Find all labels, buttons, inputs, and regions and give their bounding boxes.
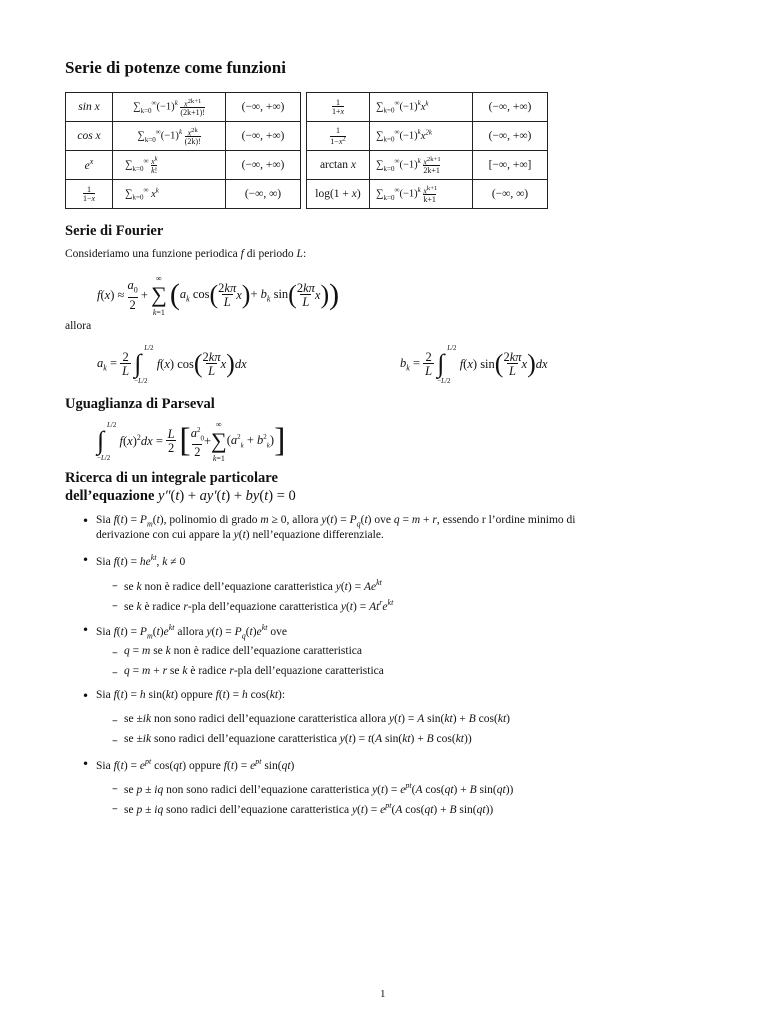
dash-icon: – — [112, 665, 118, 679]
list-item-1-line1: Sia $f(t) = P_m(t)$, polinomio di grado m ≥ 0, allora $y(t) = P_q(t)$ ove q = m + r, essendo r l’ordine minimo di — [96, 514, 576, 529]
interval-cell: (−∞, ∞) — [226, 180, 301, 209]
interval-cell: (−∞, +∞) — [226, 93, 301, 122]
allora-text: allora — [65, 320, 92, 332]
series-cell: $\sum_{k=0}^\infty(-1)^kx^{2k}$ — [370, 122, 473, 151]
bk-formula: $b_k = 2$ L L/2 ∫ −L/2 f(x) sin(2kπ Lx)dx — [400, 344, 548, 385]
interval-cell: (−∞, +∞) — [226, 151, 301, 180]
func-cell: 1 $1-x^2$ — [307, 122, 370, 151]
list-item-2: Sia $f(t) = he^{kt}$, k ≠ 0 — [96, 553, 186, 568]
particular-heading-line2: dell’equazione y″(t) + ay′(t) + by(t) = 0 — [65, 488, 296, 504]
power-series-table-right — [306, 92, 548, 209]
table-row — [307, 180, 548, 209]
list-item-2-sub-2: se k è radice r-pla dell’equazione caratteristica $y(t) = At^re^{kt}$ — [124, 598, 394, 613]
func-cell: log(1 + x) — [307, 180, 370, 209]
table-row — [66, 93, 301, 122]
interval-cell: (−∞, +∞) — [226, 122, 301, 151]
list-item-5-sub-2: se p ± iq sono radici dell’equazione caratteristica $y(t) = e^{pt}(A$ cos(qt) + B sin(qt)) — [124, 801, 494, 816]
func-cell: cos x — [66, 122, 113, 151]
dash-icon: – — [112, 733, 118, 747]
bullet-icon: • — [82, 553, 90, 567]
table-row — [307, 122, 548, 151]
func-cell: $e^x$ — [66, 151, 113, 180]
series-cell: $\sum_{k=0}^\infty$ $x^k$ — [113, 180, 226, 209]
particular-heading-line1: Ricerca di un integrale particolare — [65, 470, 278, 486]
dash-icon: – — [112, 781, 118, 795]
series-cell: $\sum_{k=0}^\infty \frac{x^k}{k!}$ — [113, 151, 226, 180]
list-item-1-line2: derivazione con cui appare la y(t) nell’equazione differenziale. — [96, 529, 384, 541]
list-item-2-sub-1: se k non è radice dell’equazione caratteristica $y(t) = Ae^{kt}$ — [124, 578, 382, 593]
fourier-series-formula: $f(x) \approx a_0$ 2 + ∞ ∑ k=1 ($a_k$ cos(2kπ $Lx)+ b_k$ sin(2kπ Lx)) — [97, 274, 340, 317]
ak-formula: $a_k = 2$ L L/2 ∫ −L/2 f(x) cos(2kπ Lx)dx — [97, 344, 247, 385]
dash-icon: – — [112, 578, 118, 592]
dash-icon: – — [112, 598, 118, 612]
list-item-4: Sia f(t) = h sin(kt) oppure f(t) = h cos(kt): — [96, 689, 286, 701]
dash-icon: – — [112, 713, 118, 727]
func-cell: 1 1+x — [307, 93, 370, 122]
series-cell: $\sum_{k=0}^\infty(-1)^k$ $x^{2k+1}$ 2k+1 — [370, 151, 473, 180]
bullet-icon: • — [82, 623, 90, 637]
interval-cell: (−∞, +∞) — [473, 93, 548, 122]
series-cell: $\sum_{k=0}^\infty(-1)^k$ $x^{2k+1}$ (2k+1)! — [113, 93, 226, 122]
fourier-heading: Serie di Fourier — [65, 223, 164, 239]
table-row — [66, 180, 301, 209]
parseval-formula: L/2 ∫ −L/2 $f(x)^2dx = \frac{L}{2} [a^2_0$ 2+∞ ∑ $k=1(a^2_k + b^2_k)$] — [97, 420, 286, 463]
page-number: 1 — [380, 988, 386, 1000]
interval-cell: (−∞, +∞) — [473, 122, 548, 151]
func-cell: sin x — [66, 93, 113, 122]
func-cell: 1 1−x — [66, 180, 113, 209]
list-item-5: Sia $f(t) = e^{pt}$ cos(qt) oppure $f(t) = e^{pt}$ sin(qt) — [96, 757, 295, 772]
table-row — [66, 122, 301, 151]
table-row — [307, 93, 548, 122]
parseval-heading: Uguaglianza di Parseval — [65, 396, 215, 412]
list-item-3: Sia $f(t) = P_m(t)e^{kt}$ allora $y(t) = P_q(t)e^{kt}$ ove — [96, 623, 287, 641]
interval-cell: (−∞, ∞) — [473, 180, 548, 209]
list-item-3-sub-1: q = m se k non è radice dell’equazione caratteristica — [124, 645, 363, 657]
table-row — [307, 151, 548, 180]
series-cell: $\sum_{k=0}^\infty(-1)^k$ $x^{k+1}$ k+1 — [370, 180, 473, 209]
power-series-table-left — [65, 92, 301, 209]
page-title: Serie di potenze come funzioni — [65, 58, 286, 77]
table-row — [66, 151, 301, 180]
list-item-4-sub-1: se ±ik non sono radici dell’equazione caratteristica allora y(t) = A sin(kt) + B cos(kt) — [124, 713, 510, 725]
list-item-5-sub-1: se p ± iq non sono radici dell’equazione caratteristica $y(t) = e^{pt}(A$ cos(qt) + B sin(qt)) — [124, 781, 514, 796]
dash-icon: – — [112, 801, 118, 815]
fourier-intro: Consideriamo una funzione periodica f di periodo L: — [65, 248, 307, 260]
bullet-icon: • — [82, 689, 90, 703]
series-cell: $\sum_{k=0}^\infty(-1)^kx^k$ — [370, 93, 473, 122]
list-item-3-sub-2: q = m + r se k è radice r-pla dell’equazione caratteristica — [124, 665, 384, 677]
dash-icon: – — [112, 645, 118, 659]
series-cell: $\sum_{k=0}^\infty(-1)^k$ $x^{2k}$ (2k)! — [113, 122, 226, 151]
list-item-4-sub-2: se ±ik sono radici dell’equazione caratteristica y(t) = t(A sin(kt) + B cos(kt)) — [124, 733, 472, 745]
bullet-icon: • — [82, 757, 90, 771]
interval-cell: [−∞, +∞] — [473, 151, 548, 180]
bullet-icon: • — [82, 514, 90, 528]
func-cell: arctan x — [307, 151, 370, 180]
